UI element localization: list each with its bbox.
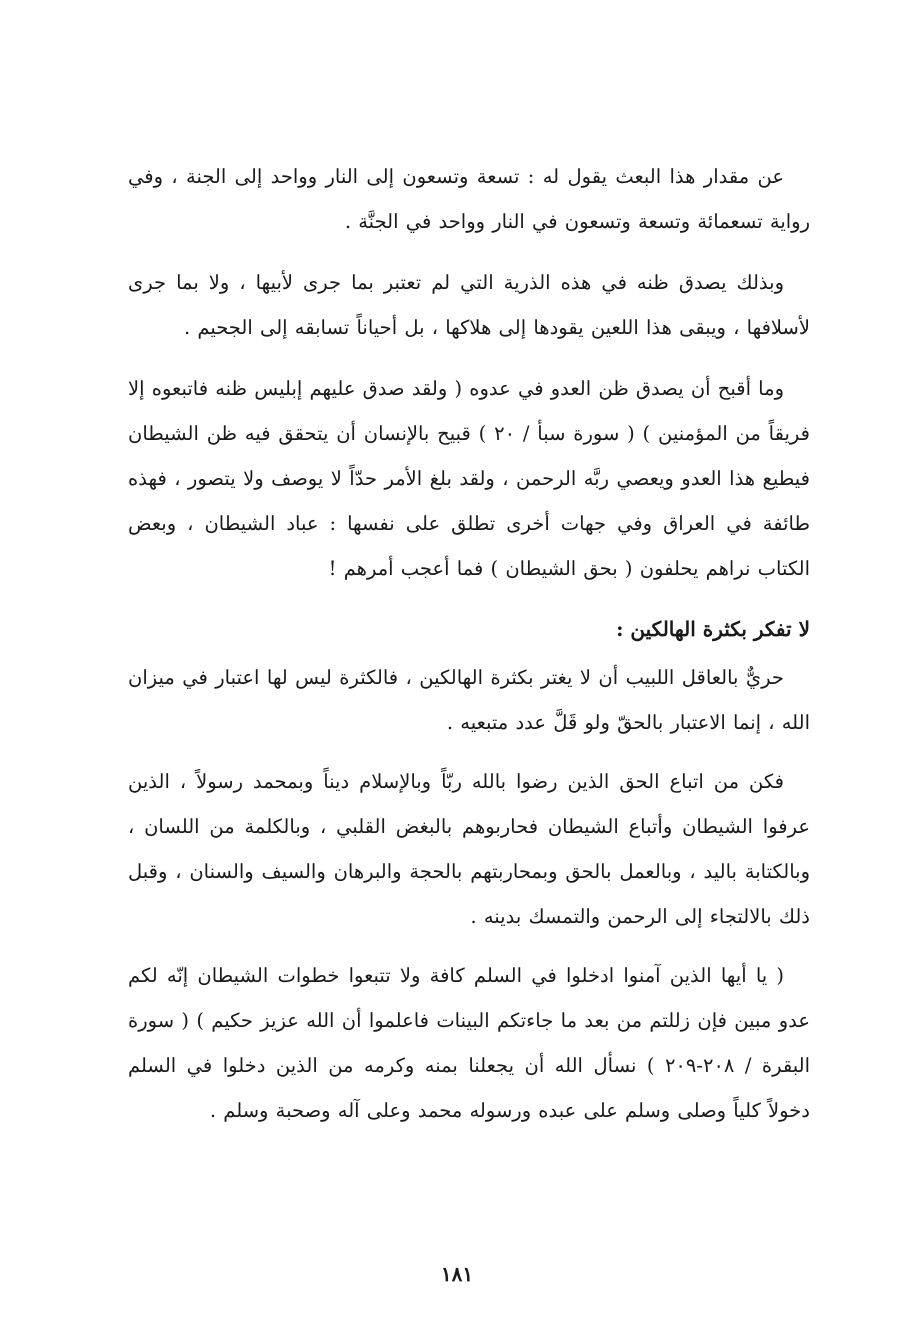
paragraph-5: فكن من اتباع الحق الذين رضوا بالله ربّاً وبالإسلام ديناً وبمحمد رسولاً ، الذين عرفوا الشيطان وأتباع الشيطان فحاربوهم بالبغض القلبي ، وبالكلمة من اللسان ، وبالكتابة باليد ، وبالعمل بالحق وبمحاربتهم بالحجة والبرهان والسيف والسنان ، وقبل ذلك بالالتجاء إلى الرحمن والتمسك بدينه .: [128, 770, 810, 928]
paragraph-6: ( يا أيها الذين آمنوا ادخلوا في السلم كافة ولا تتبعوا خطوات الشيطان إنّه لكم عدو مبين فإن زللتم من بعد ما جاءتكم البينات فاعلموا أن الله عزيز حكيم ) ( سورة البقرة / ٢٠٨-٢٠٩ ) نسأل الله أن يجعلنا بمنه وكرمه من الذين دخلوا في السلم دخولاً كلياً وصلى وسلم على عبده ورسوله محمد وعلى آله وصحبة وسلم .: [128, 964, 810, 1122]
section-heading: لا تفكر بكثرة الهالكين :: [616, 617, 810, 641]
page-number: ١٨١: [440, 1262, 474, 1286]
paragraph-1: عن مقدار هذا البعث يقول له : تسعة وتسعون إلى النار وواحد إلى الجنة ، وفي رواية تسعمائة وتسعة وتسعون في النار وواحد في الجنَّة .: [128, 165, 810, 233]
page-body: [128, 154, 810, 1147]
paragraph-4: حريٌّ بالعاقل اللبيب أن لا يغتر بكثرة الهالكين ، فالكثرة ليس لها اعتبار في ميزان الله ، إنما الاعتبار بالحقّ ولو قَلَّ عدد متبعيه .: [128, 666, 810, 734]
paragraph-2: وبذلك يصدق ظنه في هذه الذرية التي لم تعتبر بما جرى لأبيها ، ولا بما جرى لأسلافها ، ويبقى هذا اللعين يقودها إلى هلاكها ، بل أحياناً تسابقه إلى الجحيم .: [128, 271, 810, 339]
paragraph-3: وما أقبح أن يصدق ظن العدو في عدوه ( ولقد صدق عليهم إبليس ظنه فاتبعوه إلا فريقاً من المؤمنين ) ( سورة سبأ / ٢٠ ) قبيح بالإنسان أن يتحقق فيه ظن الشيطان فيطيع هذا العدو ويعصي ربَّه الرحمن ، ولقد بلغ الأمر حدّاً لا يوصف ولا يتصور ، فهذه طائفة في العراق وفي جهات أخرى تطلق على نفسها : عباد الشيطان ، وبعض الكتاب نراهم يحلفون ( بحق الشيطان ) فما أعجب أمرهم !: [128, 377, 810, 580]
